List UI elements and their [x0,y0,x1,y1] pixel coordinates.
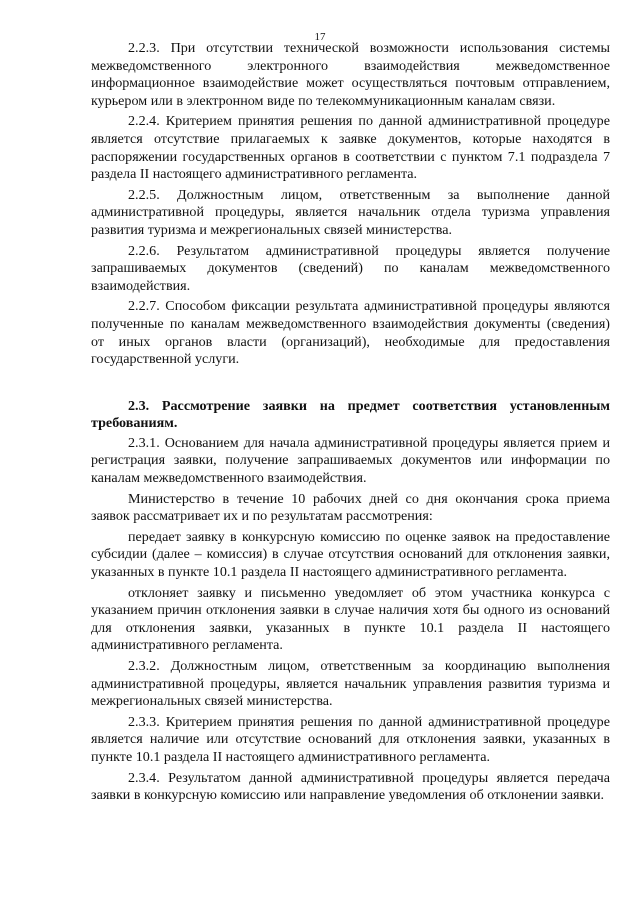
page-number: 17 [314,31,326,43]
paragraph-transfer-to-commission: передает заявку в конкурсную комиссию по оценке заявок на предоставление субсидии (далее – комиссия) в случае отсутствия оснований для отклонения заявки, указанных в пункте 10.1 раздела II настоящего административного регламента. [91,528,610,581]
paragraph-reject-application: отклоняет заявку и письменно уведомляет об этом участника конкурса с указанием причин отклонения заявки в случае наличия хотя бы одного из оснований для отклонения заявки, указанных в пункте 10.1 раздела II настоящего административного регламента. [91,584,610,654]
document-body [91,40,610,808]
paragraph-2-3-4: 2.3.4. Результатом данной административной процедуры является передача заявки в конкурсную комиссию или направление уведомления об отклонении заявки. [91,769,610,804]
paragraph-2-2-5: 2.2.5. Должностным лицом, ответственным за выполнение данной административной процедуры, является начальник отдела туризма управления развития туризма и межрегиональных связей министерства. [91,186,610,238]
paragraph-2-3-3: 2.3.3. Критерием принятия решения по данной административной процедуре является наличие или отсутствие оснований для отклонения заявки, указанных в пункте 10.1 раздела II настоящего административного регламента. [91,713,610,765]
paragraph-2-2-7: 2.2.7. Способом фиксации результата административной процедуры являются полученные по каналам межведомственного взаимодействия документы (сведения) от иных органов власти (организаций), необходимые для предоставления государственной услуги. [91,298,610,368]
paragraph-2-2-3: 2.2.3. При отсутствии технической возможности использования системы межведомственного электронного взаимодействия межведомственное информационное взаимодействие может осуществляться почтовым отправлением, курьером или в электронном виде по телекоммуникационным каналам связи. [91,40,610,109]
paragraph-2-2-4: 2.2.4. Критерием принятия решения по данной административной процедуре является отсутствие прилагаемых к заявке документов, которые находятся в распоряжении государственных органов в соответствии с пунктом 7.1 подраздела 7 раздела II настоящего административного регламента. [91,113,610,183]
paragraph-ministry-review: Министерство в течение 10 рабочих дней со дня окончания срока приема заявок рассматривает их и по результатам рассмотрения: [91,490,610,525]
paragraph-2-3-1: 2.3.1. Основанием для начала административной процедуры является прием и регистрация заявки, получение запрашиваемых документов или информации по каналам межведомственного взаимодействия. [91,434,610,487]
section-heading-2-3: 2.3. Рассмотрение заявки на предмет соответствия установленным требованиям. [91,397,610,432]
paragraph-2-2-6: 2.2.6. Результатом административной процедуры является получение запрашиваемых документов (сведений) по каналам межведомственного взаимодействия. [91,242,610,294]
paragraph-2-3-2: 2.3.2. Должностным лицом, ответственным за координацию выполнения административной процедуры, является начальник управления развития туризма и межрегиональных связей министерства. [91,658,610,710]
